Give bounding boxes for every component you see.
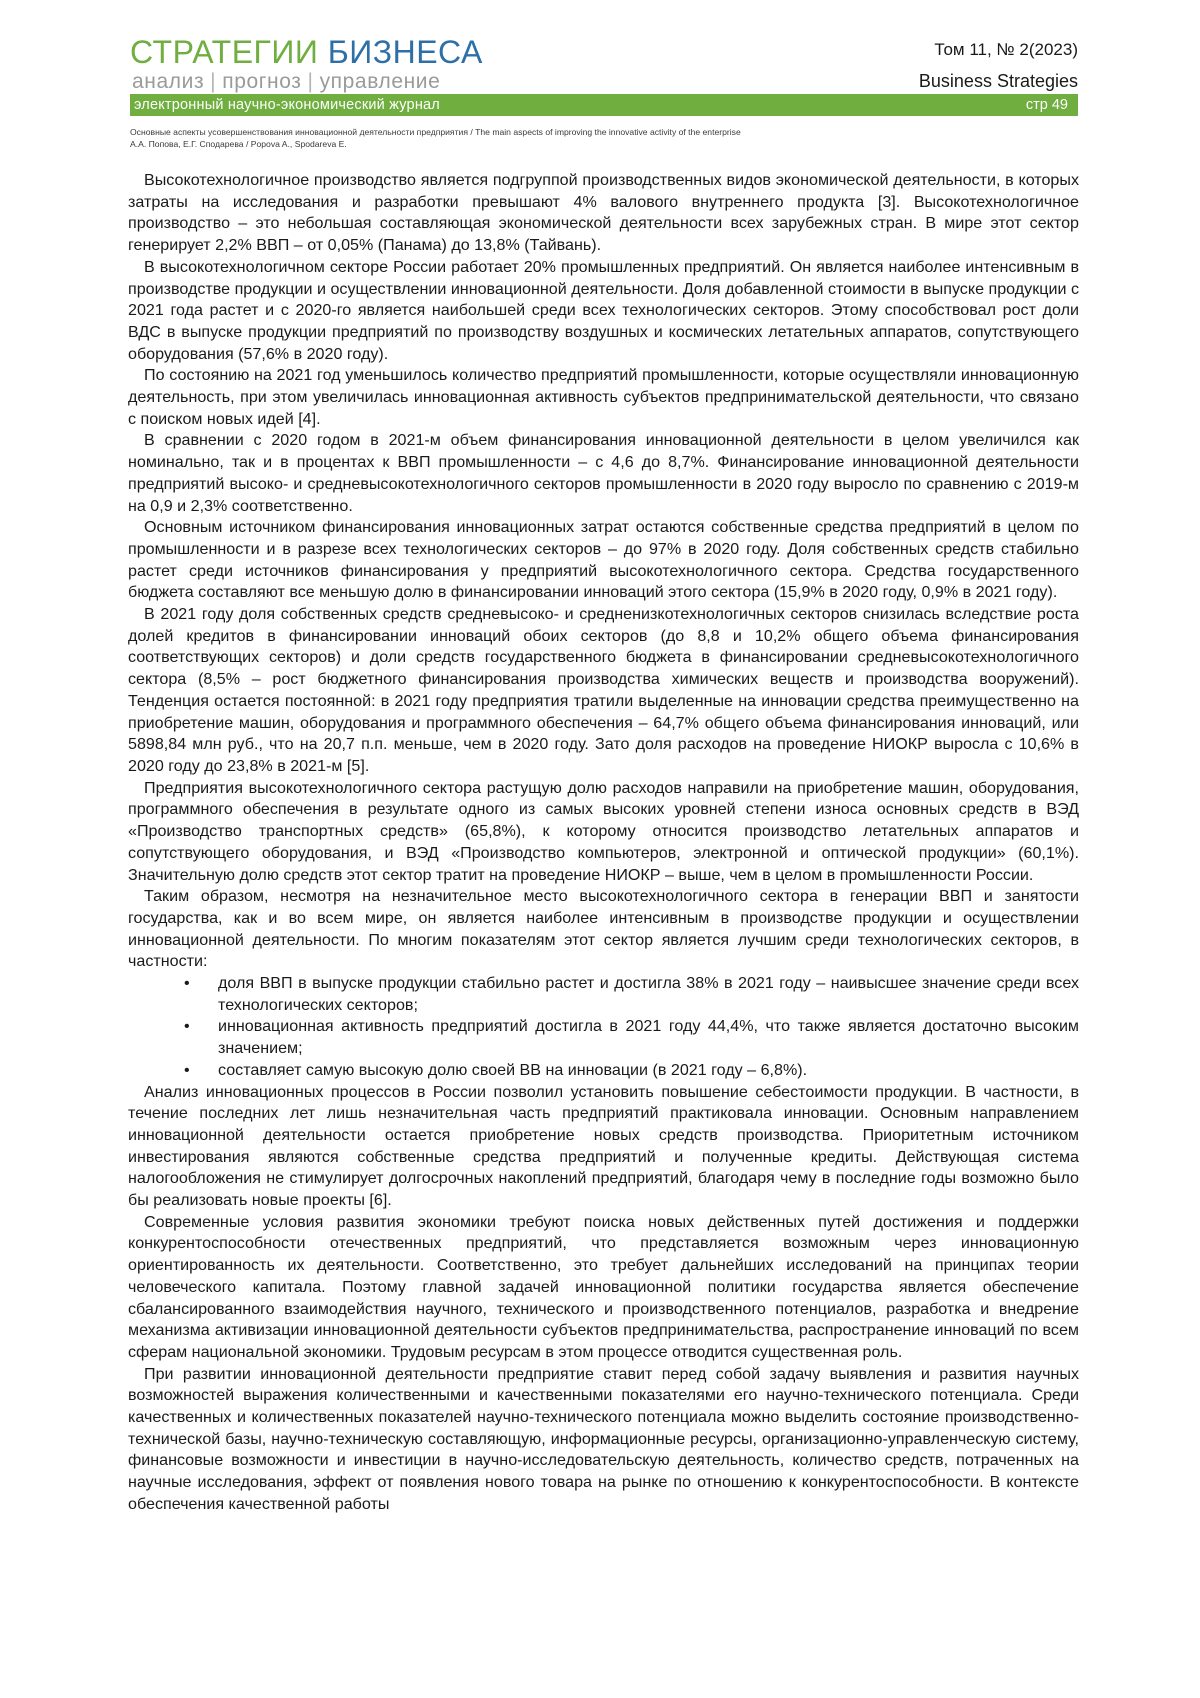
bullet-marker: • [184,1017,190,1036]
logo-tagline [132,70,440,94]
list-item [184,1016,1079,1059]
list-item [184,973,1079,1016]
article-body [128,170,1079,1516]
paragraph: Таким образом, несмотря на незначительное место высокотехнологичного сектора в генерации ВВП и занятости государства, как и во всем мире, он является наиболее интенсивным в производстве продукции и осуществлении инновационной деятельности. По многим показателям этот сектор является лучшим среди технологических секторов, в частности: [128,887,1079,971]
page-number: стр 49 [1025,97,1068,113]
tagline-analysis: анализ [132,70,205,93]
paragraph: Предприятия высокотехнологичного сектора растущую долю расходов направили на приобретение машин, оборудования, программного обеспечения в результате одного из самых высоких уровней степени износа основных средств в ВЭД «Производство транспортных средств» (65,8%), к которому относится производство летательных аппаратов и сопутствующего оборудования, и ВЭД «Производство компьютеров, электронной и оптической продукции» (60,1%). Значительную долю средств этот сектор тратит на проведение НИОКР – выше, чем в целом в промышленности России. [128,778,1079,884]
journal-logo [130,34,483,70]
list-item-text: инновационная активность предприятий достигла в 2021 году 44,4%, что также является достаточно высоким значением; [218,1017,1079,1058]
journal-name: Business Strategies [918,71,1078,91]
list-item-text: доля ВВП в выпуске продукции стабильно растет и достигла 38% в 2021 году – наивысшее значение среди всех технологических секторов; [218,974,1079,1014]
paragraph: По состоянию на 2021 год уменьшилось количество предприятий промышленности, которые осуществляли инновационную деятельность, при этом увеличилась инновационная активность субъектов предпринимательской деятельности, что связано с поиском новых идей [4]. [128,366,1079,428]
paragraph: В сравнении с 2020 годом в 2021-м объем финансирования инновационной деятельности в целом увеличился как номинально, так и в процентах к ВВП промышленности – с 4,6 до 8,7%. Финансирование инновационной деятельности предприятий высоко- и средневысокотехнологичного секторов промышленности в 2020 году выросло по сравнению с 2019-м на 0,9 и 2,3% соответственно. [128,431,1079,515]
logo-word-strategies: СТРАТЕГИИ [130,34,319,70]
paragraph: Анализ инновационных процессов в России позволил установить повышение себестоимости продукции. В частности, в течение последних лет лишь незначительная часть предприятий практиковала инновации. Основным направлением инновационной деятельности остается приобретение новых средств производства. Приоритетным источником инвестирования являются собственные средства предприятий и полученные кредиты. Действующая система налогообложения не стимулирует долгосрочных накоплений предприятий, благодаря чему в последние годы возможно было бы реализовать новые проекты [6]. [128,1082,1079,1210]
issue-number: Том 11, № 2(2023) [934,40,1078,59]
paragraph: Современные условия развития экономики требуют поиска новых действенных путей достижения и поддержки конкурентоспособности отечественных предприятий, что представляется возможным через инновационную ориентированность их деятельности. Соответственно, это требует дальнейших исследований на принципах теории человеческого капитала. Поэтому главной задачей инновационной политики государства является обеспечение сбалансированного взаимодействия научного, технического и производственного потенциалов, разработка и внедрение механизма активизации инновационной деятельности субъектов предпринимательства, распространение инноваций по всем сферам национальной экономики. Трудовым ресурсам в этом процессе отводится существенная роль. [128,1212,1079,1361]
paragraph: В 2021 году доля собственных средств средневысоко- и средненизкотехнологичных секторов снизилась вследствие роста долей кредитов в финансировании инноваций обоих секторов (до 8,8 и 10,2% общего объема финансирования соответствующих секторов) и доли средств государственного бюджета в финансировании средневысокотехнологичного сектора (8,5% – рост бюджетного финансирования производства химических веществ и производства вооружений). Тенденция остается постоянной: в 2021 году предприятия тратили выделенные на инновации средства преимущественно на приобретение машин, оборудования и программного обеспечения – 64,7% общего объема финансирования инноваций, или 5898,84 млн руб., что на 20,7 п.п. меньше, чем в 2020 году. Зато доля расходов на проведение НИОКР выросла с 10,6% в 2020 году до 23,8% в 2021-м [5]. [128,605,1079,775]
tagline-separator: | [210,70,217,93]
bullet-list [128,973,1079,1082]
paragraph: Высокотехнологичное производство является подгруппой производственных видов экономической деятельности, в которых затраты на исследования и разработки превышают 4% валового внутреннего продукта [3]. Высокотехнологичное производство – это небольшая составляющая экономической деятельности всех зарубежных стран. В мире этот сектор генерирует 2,2% ВВП – от 0,05% (Панама) до 13,8% (Тайвань). [128,171,1079,255]
paragraph: При развитии инновационной деятельности предприятие ставит перед собой задачу выявления и развития научных возможностей выражения количественными и качественными показателями его научно-технического потенциала. Среди качественных и количественных показателей научно-технического потенциала можно выделить состояние производственно-технической базы, научно-техническую составляющую, информационные ресурсы, организационно-управленческую систему, финансовые возможности и инвестиции в научно-исследовательскую деятельность, количество средств, потраченных на научные исследования, эффект от появления нового товара на рынке по отношению к конкурентоспособности. В контексте обеспечения качественной работы [128,1364,1079,1513]
journal-header [130,34,1078,124]
subtitle-bar [130,94,1078,116]
bullet-marker: • [184,974,190,993]
bullet-marker: • [184,1060,190,1079]
paragraph: В высокотехнологичном секторе России работает 20% промышленных предприятий. Он является наиболее интенсивным в производстве продукции и осуществлении инновационной деятельности. Доля добавленной стоимости в выпуске продукции с 2021 года растет и с 2020-го является наибольшей среди всех технологических секторов. Этому способствовал рост доли ВДС в выпуске продукции предприятий по производству воздушных и космических летательных аппаратов, сопутствующего оборудования (57,6% в 2020 году). [128,257,1079,363]
logo-word-business: БИЗНЕСА [327,34,483,70]
running-head-title: Основные аспекты усовершенствования инновационной деятельности предприятия / The main aspects of improving the innovative activity of the enterprise [130,127,741,137]
tagline-forecast: прогноз [222,70,302,93]
journal-subtitle: электронный научно-экономический журнал [134,97,440,113]
paragraph: Основным источником финансирования инновационных затрат остаются собственные средства предприятий в целом по промышленности и в разрезе всех технологических секторов – до 97% в 2020 году. Доля собственных средств стабильно растет среди источников финансирования у предприятий высокотехнологичного сектора. Средства государственного бюджета составляют все меньшую долю в финансировании инноваций этого сектора (15,9% в 2020 году, 0,9% в 2021 году). [128,518,1079,602]
running-head-authors: А.А. Попова, Е.Г. Сподарева / Popova A., Spodareva E. [130,139,347,149]
tagline-separator: | [307,70,314,93]
tagline-management: управление [319,70,441,93]
list-item-text: составляет самую высокую долю своей ВВ на инновации (в 2021 году – 6,8%). [218,1060,808,1079]
list-item [184,1060,1079,1082]
